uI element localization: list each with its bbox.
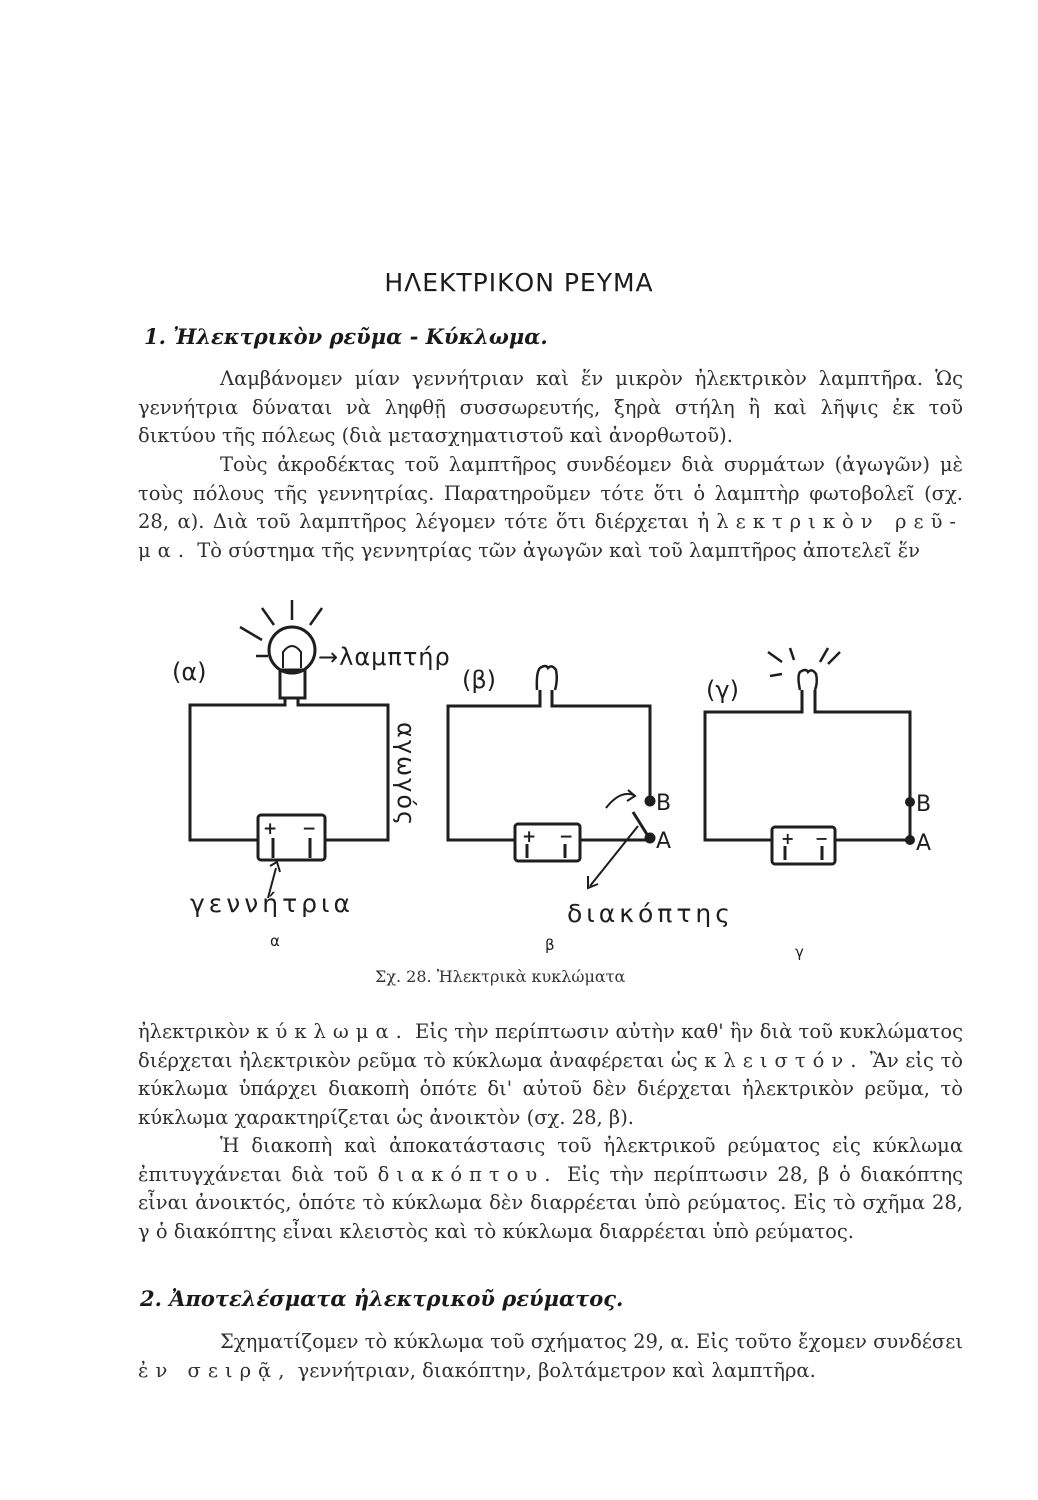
section-heading-2: 2. Ἀποτελέσματα ἠλεκτρικοῦ ρεύματος. — [140, 1286, 624, 1311]
term-switch: διακόπτου. — [377, 1162, 558, 1186]
paragraph-2-end: Τὸ σύστημα τῆς γεννητρίας τῶν ἀγωγῶν καὶ τοῦ λαμπτῆρος ἀποτελεῖ ἕν — [197, 538, 921, 562]
paragraph-5-text: Σχηματίζομεν τὸ κύκλωμα τοῦ σχήματος 29, α. Εἰς τοῦτο ἔχομεν συνδέσει — [220, 1330, 963, 1353]
plus-b: + — [522, 827, 537, 847]
contact-c-a — [907, 837, 914, 844]
paragraph-3 — [138, 1018, 963, 1132]
section-heading-1: 1. Ἠλεκτρικὸν ρεῦμα - Κύκλωμα. — [144, 324, 548, 349]
point-b-label-b: B — [656, 791, 672, 816]
paragraph-2-text: Τοὺς ἀκροδέκτας τοῦ λαμπτῆρος συνδέομεν διὰ συρμάτων (ἀγωγῶν) μὲ τοὺς πόλους τῆς γεννητρίας. Παρατηροῦμεν τότε ὅτι ὁ λαμπτὴρ φωτοβολεῖ (σχ. 28, α). Διὰ τοῦ λαμπτῆρος λέγομεν τότε ὅτι διέρχεται — [138, 453, 963, 533]
lamp-a-bulb — [269, 627, 315, 673]
sublabel-b: β — [545, 936, 555, 954]
sublabel-a: α — [270, 932, 280, 950]
lamp-a-rays — [240, 600, 322, 656]
plus-c: + — [781, 829, 795, 848]
switch-b-blade — [633, 812, 648, 836]
paragraph-5 — [138, 1328, 963, 1385]
label-wire: αγωγός — [392, 722, 420, 828]
lamp-a-base — [280, 670, 305, 698]
paragraph-4-end: Εἰς τὴν περίπτωσιν 28, β ὁ διακόπτης εἶναι ἀνοικτός, ὁπότε τὸ κύκλωμα δὲν διαρρέεται ὑπὸ ρεύματος. Εἰς τὸ σχῆμα 28, γ ὁ διακόπτης εἶναι κλειστὸς καὶ τὸ κύκλωμα διαρρέεται ὑπὸ ρεύματος. — [138, 1162, 963, 1243]
contact-c-b — [907, 799, 914, 806]
contact-b-a — [646, 834, 654, 842]
circuit-a-wires — [190, 698, 388, 840]
label-generator: γεννήτρια — [190, 889, 354, 918]
term-circuit: κύκλωμα. — [256, 1020, 409, 1043]
generator-a-box — [258, 815, 325, 860]
paragraph-3-start: ἠλεκτρικὸν — [138, 1020, 251, 1043]
term-electric-current: ἠλεκτρικὸν ρεῦ-μα. — [138, 510, 964, 562]
lamp-c — [799, 670, 817, 690]
paragraph-3-end: Ἂν εἰς τὸ κύκλωμα ὑπάρχει διακοπὴ ὁπότε δι' αὐτοῦ δὲν διέρχεται ἠλεκτρικὸν ρεῦμα, τὸ κύκλωμα χαρακτηρίζεται ὡς ἀνοικτὸν (σχ. 28, β). — [138, 1048, 963, 1129]
paragraph-1 — [138, 365, 963, 451]
minus-a: − — [302, 819, 317, 839]
point-a-label-c: A — [916, 831, 932, 856]
point-a-label-b: A — [656, 829, 672, 854]
contact-b-b — [646, 797, 654, 805]
label-switch: διακόπτης — [567, 899, 734, 928]
minus-b: − — [559, 827, 574, 847]
paragraph-2 — [138, 451, 963, 565]
term-closed: κλειστόν. — [704, 1048, 864, 1072]
paragraph-5-end: γεννήτριαν, διακόπτην, βολτάμετρον καὶ λαμπτῆρα. — [297, 1358, 816, 1382]
paragraph-4-text: Ἡ διακοπὴ καὶ ἀποκατάστασις τοῦ ἠλεκτρικοῦ ρεύματος εἰς κύκλωμα ἐπιτυγχάνεται διὰ τοῦ — [138, 1134, 963, 1186]
paragraph-3-text: Εἰς τὴν περίπτωσιν αὐτὴν καθ' ἣν διὰ τοῦ κυκλώματος διέρχεται ἠλεκτρικὸν ρεῦμα τὸ κύκλωμα ἀναφέρεται ὡς — [138, 1020, 963, 1072]
page-title: ΗΛΕΚΤΡΙΚΟΝ ΡΕΥΜΑ — [384, 268, 654, 297]
minus-c: − — [815, 829, 829, 848]
lamp-b — [537, 666, 557, 690]
term-series: ἐν σειρᾷ, — [138, 1358, 292, 1382]
paragraph-1-text: Λαμβάνομεν μίαν γεννήτριαν καὶ ἕν μικρὸν ἠλεκτρικὸν λαμπτῆρα. Ὡς γεννήτρια δύναται νὰ ληφθῇ συσσωρευτής, ξηρὰ στήλη ἢ καὶ λῆψις ἐκ τοῦ δικτύου τῆς πόλεως (διὰ μετασχηματιστοῦ καὶ ἀνορθωτοῦ). — [138, 367, 963, 447]
figure-caption: Σχ. 28. Ἠλεκτρικὰ κυκλώματα — [375, 967, 626, 986]
label-lamp: →λαμπτήρ — [318, 643, 451, 671]
label-a: (α) — [172, 658, 207, 686]
paragraph-4 — [138, 1132, 963, 1246]
circuit-c-wires — [705, 690, 910, 840]
circuit-b-wires — [448, 690, 650, 840]
generator-b-box — [515, 824, 580, 861]
lamp-c-rays — [768, 648, 840, 676]
point-b-label-c: B — [916, 792, 932, 817]
label-c: (γ) — [706, 676, 739, 704]
generator-c-box — [772, 827, 835, 864]
label-b: (β) — [462, 666, 497, 694]
plus-a: + — [263, 819, 278, 839]
sublabel-c: γ — [795, 943, 804, 961]
